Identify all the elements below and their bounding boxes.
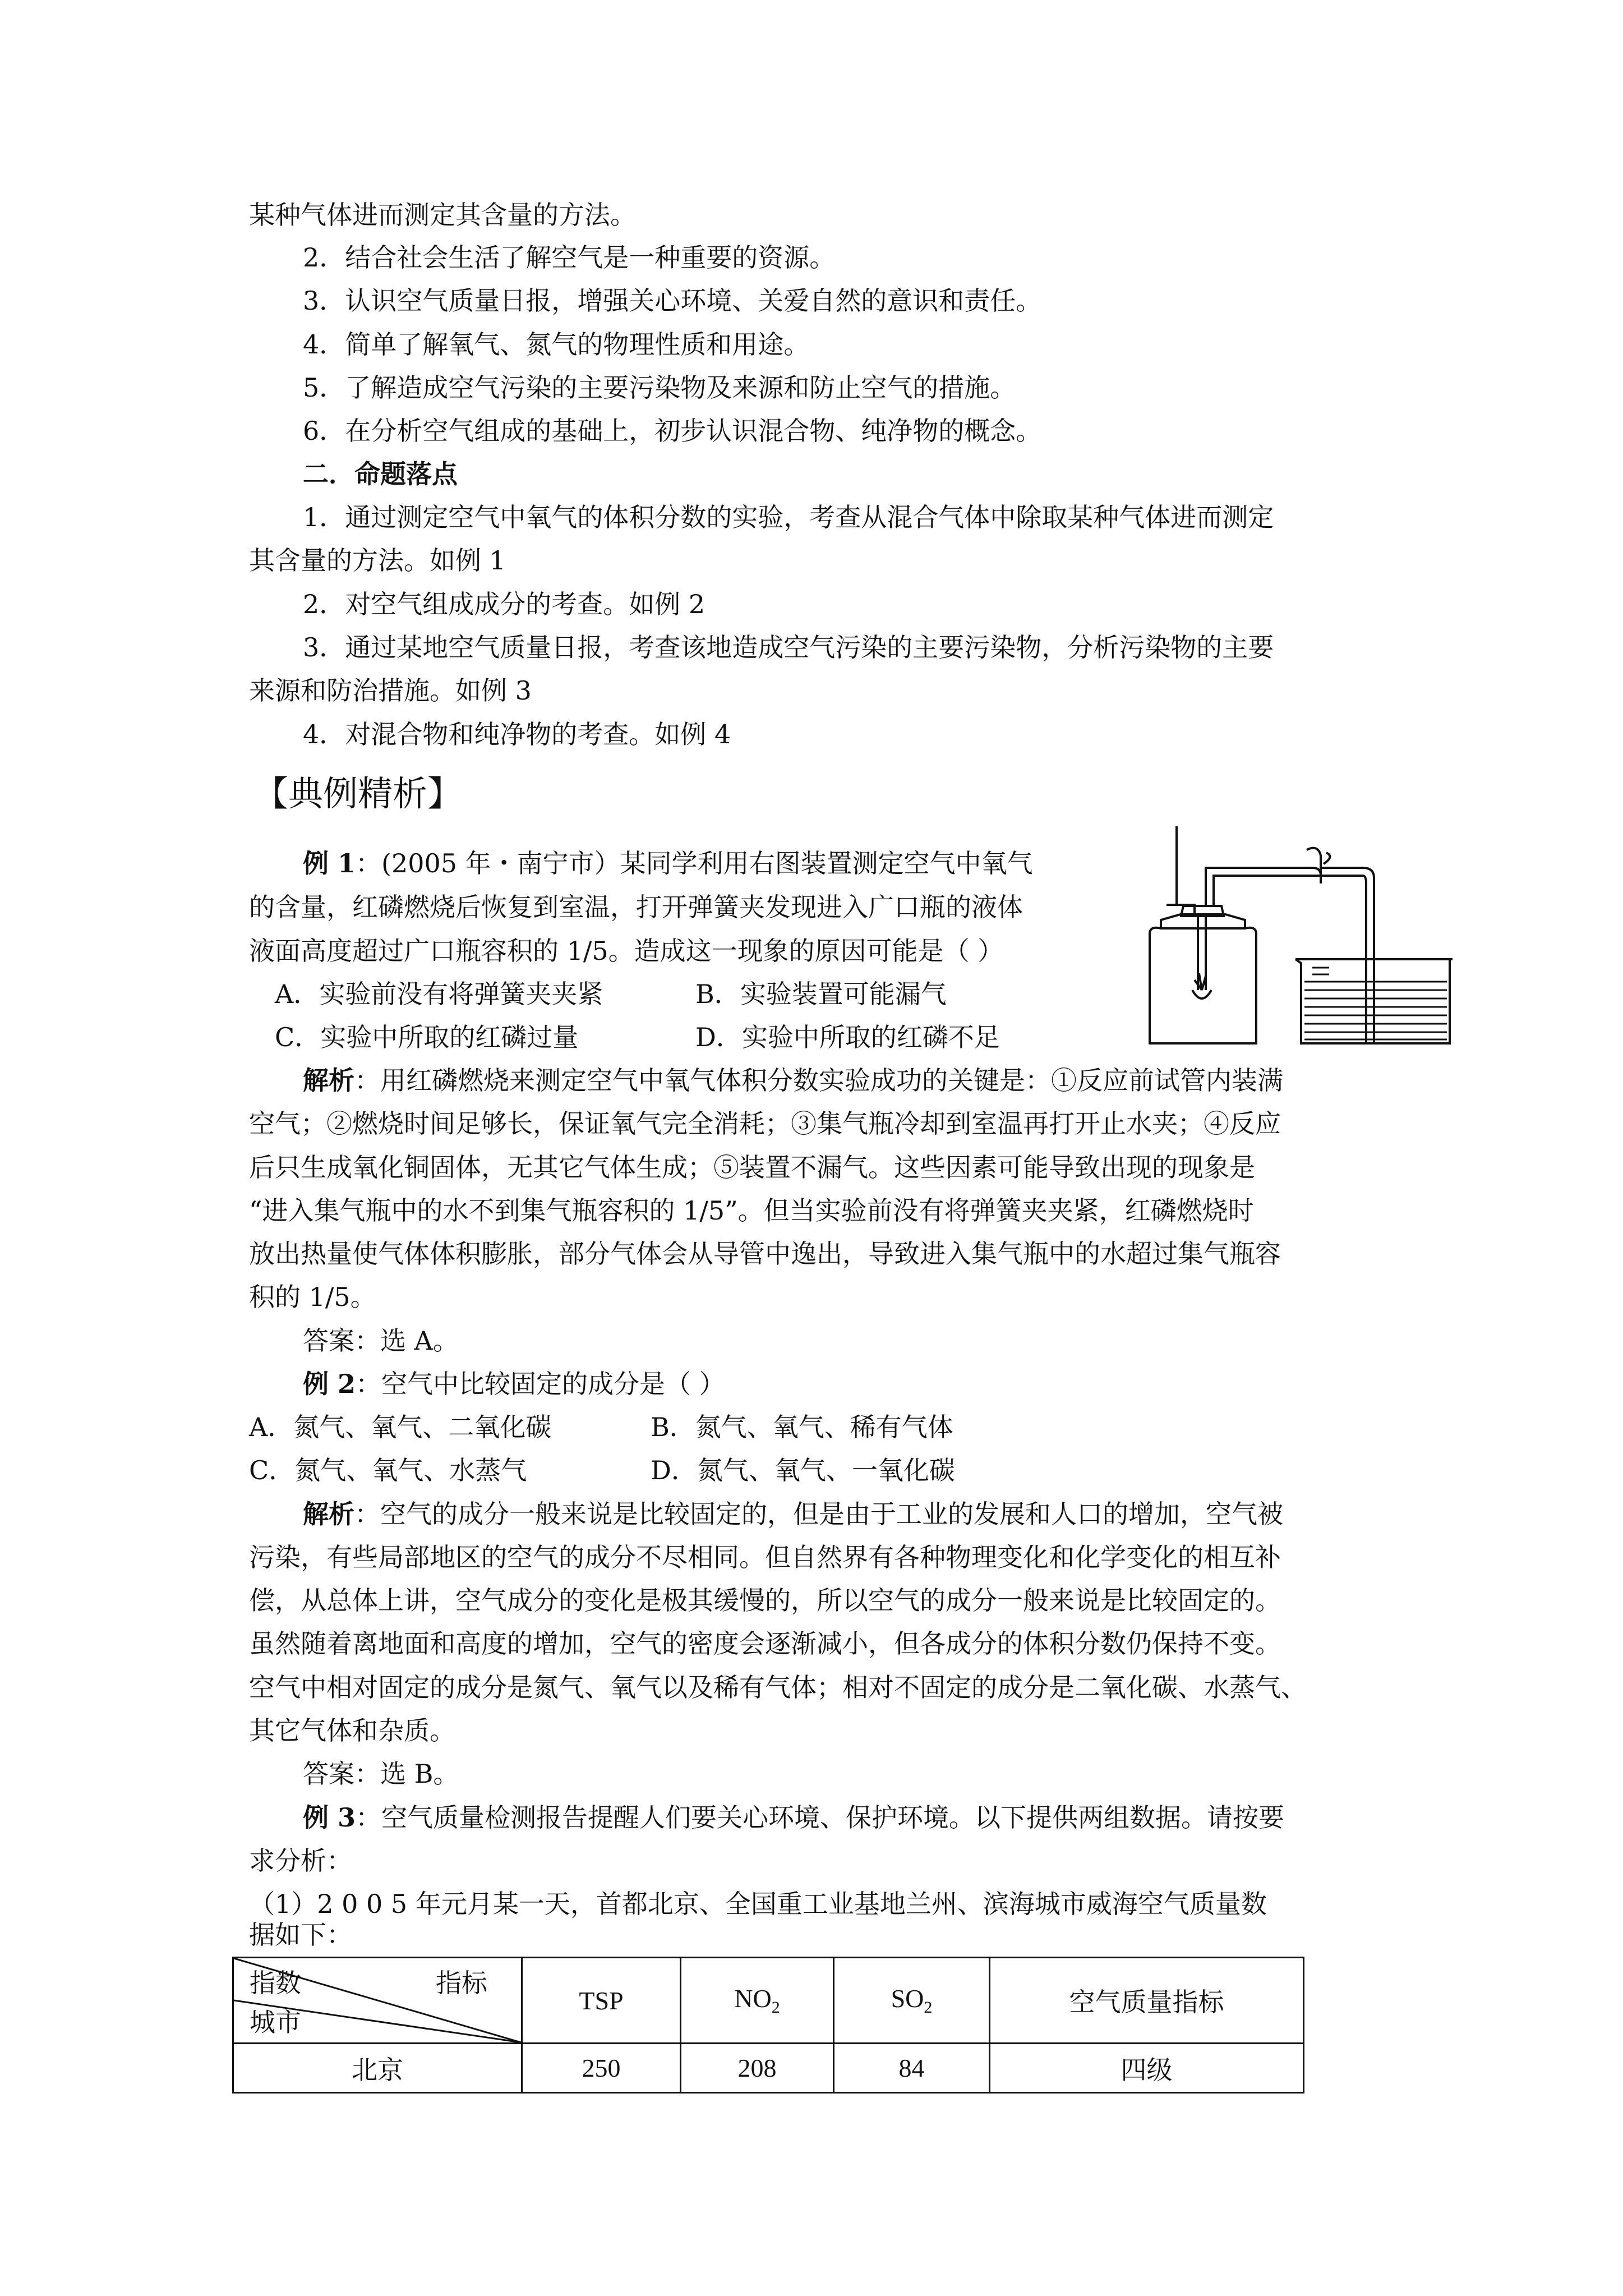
corner-label-index: 指数 [250,1969,301,1998]
goal-item-3: 3．认识空气质量日报，增强关心环境、关爱自然的意识和责任。 [303,286,1042,316]
corner-label-city: 城市 [250,2008,301,2037]
cell-quality: 四级 [990,2044,1304,2093]
ex2-analysis-line-6: 其它气体和杂质。 [249,1715,455,1746]
section-title-examples: 【典例精析】 [253,773,463,814]
goal-item-6: 6．在分析空气组成的基础上，初步认识混合物、纯净物的概念。 [303,416,1042,446]
ex1-option-a: A．实验前没有将弹簧夹夹紧 [275,979,603,1009]
goal-item-5: 5．了解造成空气污染的主要污染物及来源和防止空气的措施。 [303,372,1016,403]
col-header-no2-text: NO [734,1984,772,2013]
ex1-analysis-line-3: 后只生成氧化铜固体，无其它气体生成；⑤装置不漏气。这些因素可能导致出现的现象是 [249,1152,1255,1182]
ex1-question-line-3: 液面高度超过广口瓶容积的 1/5。造成这一现象的原因可能是（ ） [249,936,1004,966]
col-header-so2-text: SO [891,1984,924,2013]
ex2-analysis-line-3: 偿，从总体上讲，空气成分的变化是极其缓慢的，所以空气的成分一般来说是比较固定的。 [249,1585,1281,1616]
air-quality-table [232,1957,1304,2093]
ex2-option-b: B．氮气、氧气、稀有气体 [651,1412,953,1442]
ex2-analysis-line-1 [303,1497,1283,1531]
ex3-question-text: ：空气质量检测报告提醒人们要关心环境、保护环境。以下提供两组数据。请按要 [356,1802,1285,1833]
goal-continuation: 某种气体进而测定其含量的方法。 [249,200,636,230]
ex3-part1-line-2: 据如下： [249,1920,352,1950]
ex1-analysis-line-6: 积的 1/5。 [249,1282,376,1312]
goal-item-2: 2．结合社会生活了解空气是一种重要的资源。 [303,242,836,273]
proposition-3-line-1: 3．通过某地空气质量日报，考查该地造成空气污染的主要污染物，分析污染物的主要 [303,632,1274,662]
ex1-answer: 答案：选 A。 [303,1326,459,1356]
ex1-question-line-2: 的含量，红磷燃烧后恢复到室温，打开弹簧夹发现进入广口瓶的液体 [249,892,1023,922]
col-header-so2-sub: 2 [924,1998,933,2017]
ex2-question [303,1366,725,1401]
table-row [233,2044,1304,2093]
ex3-question-line-1 [303,1800,1284,1835]
ex1-analysis-line-5: 放出热量使气体体积膨胀，部分气体会从导管中逸出，导致进入集气瓶中的水超过集气瓶容 [249,1239,1281,1269]
table-header-row [233,1958,1304,2044]
cell-so2: 84 [834,2044,990,2093]
col-header-quality: 空气质量指标 [990,1958,1304,2044]
ex1-analysis-text: ：用红磷燃烧来测定空气中氧气体积分数实验成功的关键是：①反应前试管内装满 [354,1065,1283,1096]
ex2-answer: 答案：选 B。 [303,1759,459,1789]
red-phosphorus-apparatus-figure [1127,822,1458,1046]
ex1-option-d: D．实验中所取的红磷不足 [695,1022,1000,1052]
cell-city: 北京 [233,2044,522,2093]
ex2-option-a: A．氮气、氧气、二氧化碳 [249,1412,552,1442]
ex3-question-line-2: 求分析： [249,1846,352,1876]
ex1-label: 例 1 [303,848,356,878]
ex2-analysis-line-4: 虽然随着离地面和高度的增加，空气的密度会逐渐减小，但各成分的体积分数仍保持不变。 [249,1628,1281,1659]
section-heading-propositions: 二．命题落点 [303,459,458,489]
ex1-question-line-1 [303,846,1033,881]
ex2-option-c: C．氮气、氧气、水蒸气 [249,1455,527,1485]
col-header-tsp: TSP [522,1958,681,2044]
ex2-analysis-label: 解析 [303,1499,354,1529]
ex2-analysis-line-5: 空气中相对固定的成分是氮气、氧气以及稀有气体；相对不固定的成分是二氧化碳、水蒸气、 [249,1672,1307,1703]
ex1-analysis-line-1 [303,1063,1283,1098]
col-header-no2 [681,1958,834,2044]
cell-tsp: 250 [522,2044,681,2093]
ex2-question-text: ：空气中比较固定的成分是（ ） [356,1369,725,1399]
col-header-so2 [834,1958,990,2044]
proposition-1-line-1: 1．通过测定空气中氧气的体积分数的实验，考查从混合气体中除取某种气体进而测定 [303,502,1274,532]
goal-item-4: 4．简单了解氧气、氮气的物理性质和用途。 [303,329,810,360]
col-header-no2-sub: 2 [771,1998,780,2017]
proposition-1-line-2: 其含量的方法。如例 1 [249,545,506,576]
ex1-option-b: B．实验装置可能漏气 [695,979,947,1009]
ex1-analysis-label: 解析 [303,1065,354,1096]
proposition-3-line-2: 来源和防治措施。如例 3 [249,675,532,706]
ex3-part1-line-1: （1）2 0 0 5 年元月某一天，首都北京、全国重工业基地兰州、滨海城市威海空气质量数 [249,1889,1267,1919]
ex2-analysis-text: ：空气的成分一般来说是比较固定的，但是由于工业的发展和人口的增加，空气被 [354,1499,1283,1529]
ex3-label: 例 3 [303,1802,356,1833]
ex1-analysis-line-4: “进入集气瓶中的水不到集气瓶容积的 1/5”。但当实验前没有将弹簧夹夹紧，红磷燃烧时 [249,1195,1254,1226]
proposition-2: 2．对空气组成成分的考查。如例 2 [303,589,706,619]
ex1-option-c: C．实验中所取的红磷过量 [275,1022,579,1052]
ex1-question-text: ：(2005 年・南宁市）某同学利用右图装置测定空气中氧气 [356,848,1033,878]
ex1-analysis-line-2: 空气；②燃烧时间足够长，保证氧气完全消耗；③集气瓶冷却到室温再打开止水夹；④反应 [249,1108,1281,1139]
ex2-label: 例 2 [303,1369,356,1399]
ex2-analysis-line-2: 污染，有些局部地区的空气的成分不尽相同。但自然界有各种物理变化和化学变化的相互补 [249,1542,1281,1572]
corner-label-indicator: 指标 [436,1969,487,1998]
proposition-4: 4．对混合物和纯净物的考查。如例 4 [303,719,731,749]
ex2-option-d: D．氮气、氧气、一氧化碳 [651,1455,955,1485]
cell-no2: 208 [681,2044,834,2093]
table-corner-cell [233,1958,522,2044]
